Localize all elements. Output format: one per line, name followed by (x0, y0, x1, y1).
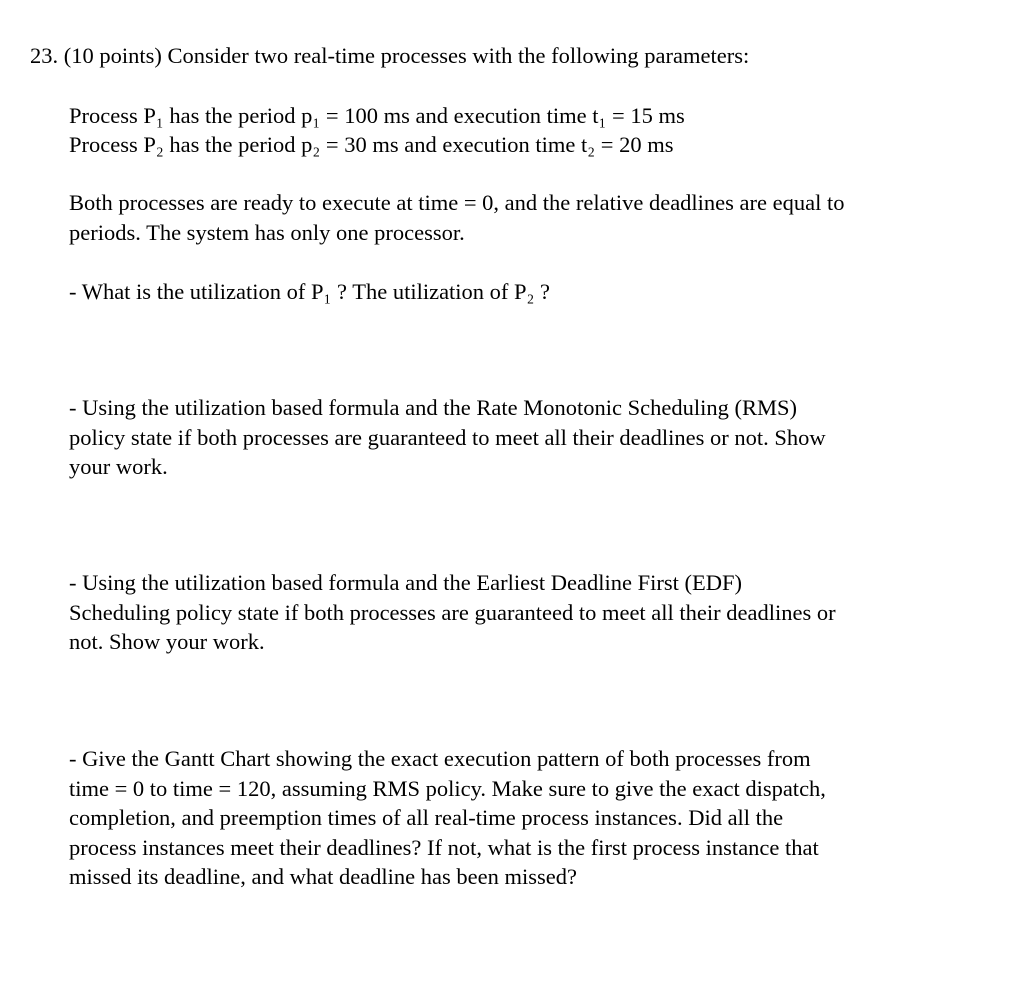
question-line: not. Show your work. (69, 629, 265, 654)
question-line: - What is the utilization of P₁ ? The utilization of P₂ ? (69, 279, 551, 304)
question-line: - Using the utilization based formula and the Earliest Deadline First (EDF) (69, 570, 742, 595)
question-line: - Give the Gantt Chart showing the exact execution pattern of both processes from (69, 746, 811, 771)
question-line: policy state if both processes are guaranteed to meet all their deadlines or not. Show (69, 424, 826, 450)
rms-question (69, 393, 969, 482)
question-line: - Using the utilization based formula and the Rate Monotonic Scheduling (RMS) (69, 395, 797, 420)
question-line: completion, and preemption times of all real-time process instances. Did all the (69, 805, 784, 830)
gantt-chart-question (69, 744, 969, 892)
question-line: process instances meet their deadlines? If not, what is the first process instance that (69, 834, 819, 860)
question-line: missed its deadline, and what deadline has been missed? (69, 864, 577, 889)
question-header: 23. (10 points) Consider two real-time processes with the following parameters: (30, 43, 750, 68)
question-line: your work. (69, 454, 168, 479)
conditions-line: Both processes are ready to execute at time = 0, and the relative deadlines are equal to (69, 190, 845, 215)
question-line: time = 0 to time = 120, assuming RMS policy. Make sure to give the exact dispatch, (69, 775, 826, 801)
process-p1-parameters: Process P₁ has the period p₁ = 100 ms and execution time t₁ = 15 ms (69, 103, 685, 128)
question-line: Scheduling policy state if both processes are guaranteed to meet all their deadlines or (69, 599, 836, 625)
conditions-line: periods. The system has only one processor. (69, 219, 465, 245)
process-p2-parameters: Process P₂ has the period p₂ = 30 ms and execution time t₂ = 20 ms (69, 132, 674, 157)
conditions-paragraph (69, 188, 969, 247)
utilization-question (69, 277, 969, 307)
edf-question (69, 568, 969, 657)
